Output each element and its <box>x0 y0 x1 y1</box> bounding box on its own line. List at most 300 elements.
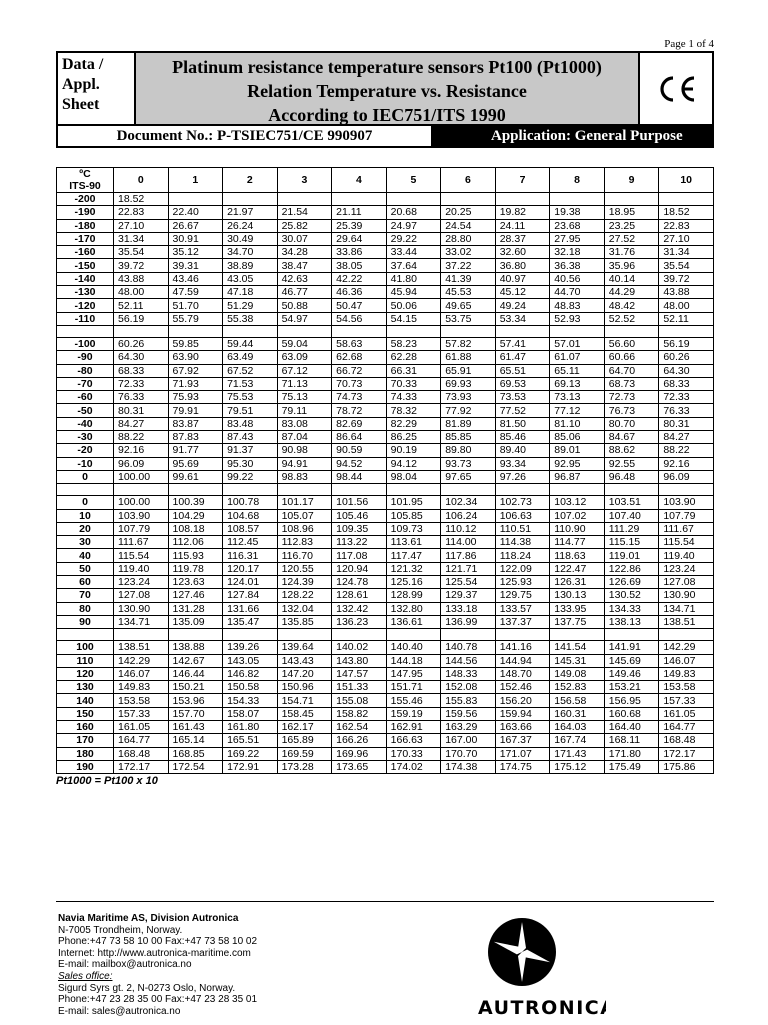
resistance-cell: 35.54 <box>659 259 714 272</box>
resistance-cell: 23.25 <box>604 219 659 232</box>
resistance-cell: 21.54 <box>277 206 332 219</box>
row-temperature: -40 <box>57 417 114 430</box>
resistance-cell: 115.93 <box>168 549 223 562</box>
spacer-cell <box>114 629 169 641</box>
resistance-cell: 90.59 <box>332 444 387 457</box>
row-temperature: -100 <box>57 337 114 350</box>
resistance-cell: 96.87 <box>550 470 605 483</box>
resistance-cell: 81.89 <box>441 417 496 430</box>
resistance-cell: 174.75 <box>495 760 550 773</box>
row-temperature: -200 <box>57 193 114 206</box>
resistance-cell: 93.73 <box>441 457 496 470</box>
resistance-cell: 112.06 <box>168 536 223 549</box>
resistance-cell: 146.44 <box>168 667 223 680</box>
resistance-cell: 67.52 <box>223 364 278 377</box>
resistance-cell: 48.00 <box>659 299 714 312</box>
resistance-cell: 175.12 <box>550 760 605 773</box>
spacer-cell <box>441 484 496 496</box>
resistance-cell: 107.79 <box>659 509 714 522</box>
resistance-cell: 68.33 <box>114 364 169 377</box>
spacer-cell <box>332 629 387 641</box>
resistance-cell: 100.00 <box>114 470 169 483</box>
resistance-cell: 24.54 <box>441 219 496 232</box>
resistance-cell: 130.52 <box>604 589 659 602</box>
row-temperature: -160 <box>57 246 114 259</box>
resistance-cell: 35.12 <box>168 246 223 259</box>
resistance-cell: 61.47 <box>495 351 550 364</box>
resistance-cell: 70.33 <box>386 377 441 390</box>
resistance-cell: 20.25 <box>441 206 496 219</box>
resistance-cell: 71.53 <box>223 377 278 390</box>
resistance-cell: 76.73 <box>604 404 659 417</box>
resistance-cell: 36.38 <box>550 259 605 272</box>
resistance-cell: 139.26 <box>223 641 278 654</box>
resistance-cell: 41.39 <box>441 272 496 285</box>
resistance-cell: 88.22 <box>114 431 169 444</box>
spacer-cell <box>441 325 496 337</box>
resistance-cell: 39.72 <box>659 272 714 285</box>
resistance-cell: 158.07 <box>223 707 278 720</box>
spacer-row <box>57 325 714 337</box>
table-row <box>57 734 714 747</box>
resistance-cell: 133.95 <box>550 602 605 615</box>
resistance-cell: 110.90 <box>550 522 605 535</box>
resistance-cell: 172.54 <box>168 760 223 773</box>
resistance-cell: 59.44 <box>223 337 278 350</box>
column-header: 10 <box>659 168 714 193</box>
resistance-cell: 82.29 <box>386 417 441 430</box>
resistance-cell: 142.29 <box>114 654 169 667</box>
resistance-cell: 164.40 <box>604 720 659 733</box>
resistance-cell: 80.70 <box>604 417 659 430</box>
row-temperature: 20 <box>57 522 114 535</box>
resistance-cell: 121.32 <box>386 562 441 575</box>
resistance-cell: 48.42 <box>604 299 659 312</box>
resistance-cell: 108.57 <box>223 522 278 535</box>
resistance-cell: 107.40 <box>604 509 659 522</box>
resistance-cell: 64.70 <box>604 364 659 377</box>
resistance-cell: 41.80 <box>386 272 441 285</box>
sales-line: Sigurd Syrs gt. 2, N-0273 Oslo, Norway. <box>58 982 236 994</box>
table-row <box>57 681 714 694</box>
resistance-cell: 130.90 <box>659 589 714 602</box>
resistance-cell: 64.30 <box>114 351 169 364</box>
resistance-cell: 143.05 <box>223 654 278 667</box>
resistance-cell: 43.88 <box>114 272 169 285</box>
table-row <box>57 299 714 312</box>
column-header: 4 <box>332 168 387 193</box>
row-temperature: -180 <box>57 219 114 232</box>
resistance-cell: 146.82 <box>223 667 278 680</box>
table-row <box>57 522 714 535</box>
resistance-cell: 86.25 <box>386 431 441 444</box>
resistance-cell: 51.29 <box>223 299 278 312</box>
resistance-cell: 149.83 <box>659 667 714 680</box>
resistance-cell: 171.80 <box>604 747 659 760</box>
resistance-cell: 159.94 <box>495 707 550 720</box>
resistance-cell: 139.64 <box>277 641 332 654</box>
resistance-cell: 150.96 <box>277 681 332 694</box>
resistance-cell: 123.63 <box>168 576 223 589</box>
address-line: N-7005 Trondheim, Norway. <box>58 924 183 936</box>
resistance-cell: 141.16 <box>495 641 550 654</box>
table-row <box>57 470 714 483</box>
resistance-cell: 54.15 <box>386 312 441 325</box>
resistance-cell: 50.06 <box>386 299 441 312</box>
title-line: Relation Temperature vs. Resistance <box>247 81 527 101</box>
doc-type-line: Sheet <box>62 96 100 113</box>
resistance-cell: 167.37 <box>495 734 550 747</box>
resistance-cell: 140.78 <box>441 641 496 654</box>
resistance-cell: 172.17 <box>114 760 169 773</box>
resistance-cell: 136.99 <box>441 615 496 628</box>
resistance-cell: 42.63 <box>277 272 332 285</box>
resistance-cell: 136.61 <box>386 615 441 628</box>
resistance-cell: 81.10 <box>550 417 605 430</box>
row-temperature: 70 <box>57 589 114 602</box>
resistance-cell: 99.61 <box>168 470 223 483</box>
resistance-cell: 157.70 <box>168 707 223 720</box>
row-temperature: 170 <box>57 734 114 747</box>
row-temperature: -110 <box>57 312 114 325</box>
resistance-table <box>56 167 714 774</box>
resistance-cell: 26.67 <box>168 219 223 232</box>
resistance-cell: 85.46 <box>495 431 550 444</box>
resistance-cell: 164.77 <box>659 720 714 733</box>
resistance-cell: 103.12 <box>550 496 605 509</box>
resistance-cell: 124.39 <box>277 576 332 589</box>
resistance-cell: 56.19 <box>659 337 714 350</box>
resistance-cell: 153.58 <box>114 694 169 707</box>
row-temperature: 60 <box>57 576 114 589</box>
resistance-cell: 73.53 <box>495 391 550 404</box>
row-temperature: -120 <box>57 299 114 312</box>
row-temperature: 100 <box>57 641 114 654</box>
resistance-cell: 21.97 <box>223 206 278 219</box>
resistance-cell: 114.38 <box>495 536 550 549</box>
resistance-cell: 103.51 <box>604 496 659 509</box>
resistance-cell: 59.85 <box>168 337 223 350</box>
resistance-cell: 45.94 <box>386 286 441 299</box>
resistance-cell: 164.77 <box>114 734 169 747</box>
resistance-cell: 121.71 <box>441 562 496 575</box>
resistance-cell: 76.33 <box>114 391 169 404</box>
resistance-cell: 172.91 <box>223 760 278 773</box>
resistance-cell: 40.56 <box>550 272 605 285</box>
resistance-cell: 34.70 <box>223 246 278 259</box>
resistance-cell: 77.92 <box>441 404 496 417</box>
resistance-cell: 155.46 <box>386 694 441 707</box>
resistance-cell: 90.19 <box>386 444 441 457</box>
resistance-cell <box>441 193 496 206</box>
table-row <box>57 337 714 350</box>
resistance-cell: 168.48 <box>659 734 714 747</box>
resistance-cell: 45.12 <box>495 286 550 299</box>
resistance-cell: 91.37 <box>223 444 278 457</box>
resistance-cell: 60.26 <box>114 337 169 350</box>
resistance-cell: 137.37 <box>495 615 550 628</box>
resistance-cell: 81.50 <box>495 417 550 430</box>
spacer-cell <box>168 484 223 496</box>
resistance-cell: 71.93 <box>168 377 223 390</box>
resistance-cell: 162.54 <box>332 720 387 733</box>
resistance-cell <box>604 193 659 206</box>
resistance-cell: 122.47 <box>550 562 605 575</box>
spacer-row <box>57 484 714 496</box>
resistance-cell: 91.77 <box>168 444 223 457</box>
resistance-cell: 116.31 <box>223 549 278 562</box>
resistance-cell: 39.72 <box>114 259 169 272</box>
table-row <box>57 694 714 707</box>
resistance-cell: 128.22 <box>277 589 332 602</box>
resistance-cell: 162.91 <box>386 720 441 733</box>
resistance-cell: 25.82 <box>277 219 332 232</box>
resistance-cell: 161.05 <box>114 720 169 733</box>
resistance-cell: 134.71 <box>114 615 169 628</box>
resistance-cell: 89.40 <box>495 444 550 457</box>
resistance-cell: 120.94 <box>332 562 387 575</box>
column-header: 9 <box>604 168 659 193</box>
sales-office-heading: Sales office: <box>58 970 113 982</box>
resistance-cell: 134.33 <box>604 602 659 615</box>
row-temperature: -170 <box>57 232 114 245</box>
resistance-cell: 57.82 <box>441 337 496 350</box>
spacer-cell <box>277 325 332 337</box>
sales-line: Phone:+47 23 28 35 00 Fax:+47 23 28 35 01 <box>58 994 258 1006</box>
resistance-cell: 107.79 <box>114 522 169 535</box>
resistance-cell: 169.96 <box>332 747 387 760</box>
resistance-cell: 31.76 <box>604 246 659 259</box>
resistance-cell: 128.61 <box>332 589 387 602</box>
table-row <box>57 417 714 430</box>
resistance-cell: 94.52 <box>332 457 387 470</box>
resistance-cell: 156.58 <box>550 694 605 707</box>
resistance-cell: 69.53 <box>495 377 550 390</box>
resistance-cell: 169.59 <box>277 747 332 760</box>
resistance-cell: 94.12 <box>386 457 441 470</box>
resistance-cell: 27.52 <box>604 232 659 245</box>
spacer-cell <box>604 629 659 641</box>
resistance-cell: 135.09 <box>168 615 223 628</box>
resistance-cell: 109.35 <box>332 522 387 535</box>
resistance-cell: 68.73 <box>604 377 659 390</box>
table-row <box>57 404 714 417</box>
resistance-cell: 127.84 <box>223 589 278 602</box>
spacer-cell <box>441 629 496 641</box>
resistance-cell: 18.52 <box>114 193 169 206</box>
resistance-cell: 103.90 <box>114 509 169 522</box>
resistance-cell: 75.93 <box>168 391 223 404</box>
resistance-cell: 69.13 <box>550 377 605 390</box>
address-line: Phone:+47 73 58 10 00 Fax:+47 73 58 10 02 <box>58 936 258 948</box>
resistance-cell: 63.49 <box>223 351 278 364</box>
resistance-cell: 146.07 <box>114 667 169 680</box>
resistance-cell: 50.47 <box>332 299 387 312</box>
resistance-cell: 20.68 <box>386 206 441 219</box>
resistance-cell: 143.43 <box>277 654 332 667</box>
resistance-cell: 129.37 <box>441 589 496 602</box>
spacer-cell <box>495 629 550 641</box>
doc-type-label <box>58 53 136 124</box>
resistance-cell: 63.90 <box>168 351 223 364</box>
resistance-cell: 89.01 <box>550 444 605 457</box>
row-temperature: -60 <box>57 391 114 404</box>
footer-divider <box>56 901 714 902</box>
spacer-cell <box>223 484 278 496</box>
title-line: According to IEC751/ITS 1990 <box>268 105 506 125</box>
row-temperature: 80 <box>57 602 114 615</box>
resistance-cell: 61.88 <box>441 351 496 364</box>
resistance-cell: 151.71 <box>386 681 441 694</box>
resistance-cell: 34.28 <box>277 246 332 259</box>
resistance-cell: 119.40 <box>114 562 169 575</box>
resistance-cell: 75.53 <box>223 391 278 404</box>
resistance-cell: 137.75 <box>550 615 605 628</box>
resistance-cell: 110.12 <box>441 522 496 535</box>
resistance-cell: 53.75 <box>441 312 496 325</box>
resistance-cell: 67.92 <box>168 364 223 377</box>
resistance-cell: 133.18 <box>441 602 496 615</box>
resistance-cell: 167.00 <box>441 734 496 747</box>
resistance-cell: 138.88 <box>168 641 223 654</box>
resistance-cell: 147.95 <box>386 667 441 680</box>
table-row <box>57 246 714 259</box>
resistance-cell: 129.75 <box>495 589 550 602</box>
address-line: Internet: http://www.autronica-maritime.com <box>58 947 251 959</box>
resistance-cell: 87.83 <box>168 431 223 444</box>
resistance-cell: 123.24 <box>659 562 714 575</box>
resistance-cell: 71.13 <box>277 377 332 390</box>
resistance-cell: 61.07 <box>550 351 605 364</box>
resistance-cell: 156.95 <box>604 694 659 707</box>
resistance-cell: 46.36 <box>332 286 387 299</box>
resistance-cell: 45.53 <box>441 286 496 299</box>
resistance-cell: 100.00 <box>114 496 169 509</box>
resistance-cell: 24.11 <box>495 219 550 232</box>
resistance-cell: 134.71 <box>659 602 714 615</box>
resistance-cell: 159.56 <box>441 707 496 720</box>
row-temperature: -20 <box>57 444 114 457</box>
resistance-cell: 47.59 <box>168 286 223 299</box>
resistance-cell: 37.64 <box>386 259 441 272</box>
table-row <box>57 576 714 589</box>
resistance-cell: 36.80 <box>495 259 550 272</box>
resistance-cell: 22.83 <box>659 219 714 232</box>
document-title <box>136 53 640 124</box>
resistance-cell: 111.67 <box>114 536 169 549</box>
resistance-cell: 75.13 <box>277 391 332 404</box>
resistance-cell: 52.52 <box>604 312 659 325</box>
resistance-cell: 52.93 <box>550 312 605 325</box>
sales-line: E-mail: sales@autronica.no <box>58 1005 181 1017</box>
resistance-cell: 25.39 <box>332 219 387 232</box>
table-row <box>57 286 714 299</box>
resistance-cell: 100.39 <box>168 496 223 509</box>
spacer-cell <box>659 629 714 641</box>
unit-label: ºC <box>79 168 91 180</box>
row-temperature: 90 <box>57 615 114 628</box>
resistance-cell: 104.68 <box>223 509 278 522</box>
resistance-cell: 168.48 <box>114 747 169 760</box>
resistance-cell: 133.57 <box>495 602 550 615</box>
resistance-cell: 47.18 <box>223 286 278 299</box>
resistance-cell: 164.03 <box>550 720 605 733</box>
resistance-cell: 92.95 <box>550 457 605 470</box>
resistance-cell: 153.58 <box>659 681 714 694</box>
spacer-cell <box>550 484 605 496</box>
resistance-cell: 130.13 <box>550 589 605 602</box>
resistance-cell: 168.11 <box>604 734 659 747</box>
resistance-cell <box>332 193 387 206</box>
resistance-cell: 29.64 <box>332 232 387 245</box>
table-row <box>57 364 714 377</box>
table-row <box>57 549 714 562</box>
spacer-cell <box>114 325 169 337</box>
resistance-cell: 146.07 <box>659 654 714 667</box>
resistance-cell: 33.44 <box>386 246 441 259</box>
doc-type-line: Appl. <box>62 76 100 93</box>
resistance-cell: 174.02 <box>386 760 441 773</box>
spacer-cell <box>386 629 441 641</box>
resistance-cell: 119.40 <box>659 549 714 562</box>
table-row <box>57 206 714 219</box>
resistance-cell: 60.26 <box>659 351 714 364</box>
resistance-cell: 171.43 <box>550 747 605 760</box>
resistance-cell: 154.71 <box>277 694 332 707</box>
resistance-cell: 174.38 <box>441 760 496 773</box>
spacer-cell <box>57 629 114 641</box>
resistance-cell: 128.99 <box>386 589 441 602</box>
resistance-cell: 116.70 <box>277 549 332 562</box>
resistance-cell: 77.52 <box>495 404 550 417</box>
resistance-cell: 40.97 <box>495 272 550 285</box>
resistance-cell: 166.26 <box>332 734 387 747</box>
resistance-cell: 99.22 <box>223 470 278 483</box>
spacer-row <box>57 629 714 641</box>
resistance-cell: 141.91 <box>604 641 659 654</box>
resistance-cell: 62.28 <box>386 351 441 364</box>
resistance-cell: 19.38 <box>550 206 605 219</box>
resistance-cell: 105.46 <box>332 509 387 522</box>
resistance-cell: 30.91 <box>168 232 223 245</box>
resistance-cell: 44.29 <box>604 286 659 299</box>
resistance-cell: 122.86 <box>604 562 659 575</box>
resistance-cell: 144.56 <box>441 654 496 667</box>
page-number: Page 1 of 4 <box>664 38 714 50</box>
resistance-cell: 59.04 <box>277 337 332 350</box>
row-temperature: 30 <box>57 536 114 549</box>
spacer-cell <box>277 484 332 496</box>
resistance-cell: 74.33 <box>386 391 441 404</box>
resistance-cell: 84.27 <box>114 417 169 430</box>
corner-header <box>57 168 114 193</box>
table-row <box>57 667 714 680</box>
resistance-cell: 87.43 <box>223 431 278 444</box>
resistance-cell: 27.10 <box>114 219 169 232</box>
resistance-cell: 140.40 <box>386 641 441 654</box>
resistance-cell: 50.88 <box>277 299 332 312</box>
resistance-cell: 131.28 <box>168 602 223 615</box>
resistance-cell: 38.47 <box>277 259 332 272</box>
resistance-cell: 66.72 <box>332 364 387 377</box>
application-label: Application: General Purpose <box>431 126 712 146</box>
spacer-cell <box>495 325 550 337</box>
resistance-cell: 69.93 <box>441 377 496 390</box>
resistance-cell <box>168 193 223 206</box>
resistance-cell: 31.34 <box>114 232 169 245</box>
resistance-cell: 52.11 <box>114 299 169 312</box>
resistance-cell: 167.74 <box>550 734 605 747</box>
